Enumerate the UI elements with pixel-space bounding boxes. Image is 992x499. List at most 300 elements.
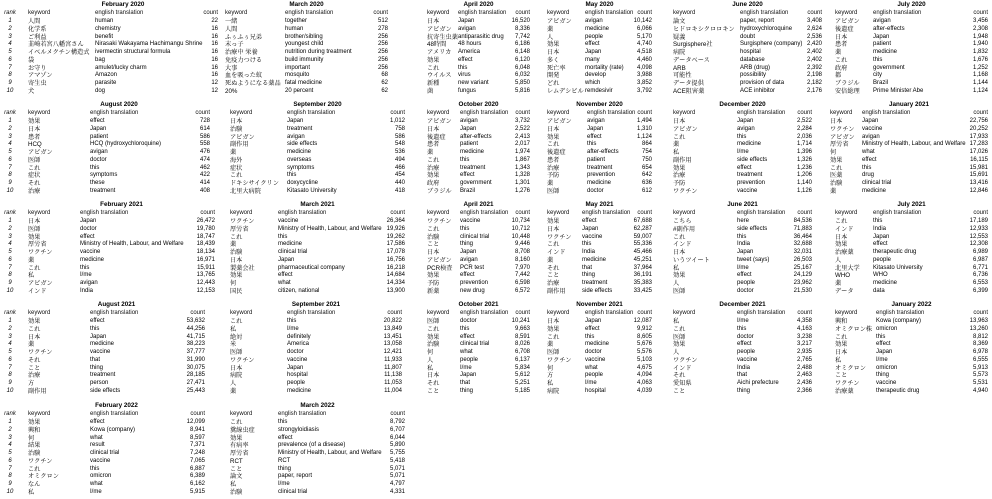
count-cell: 1,328 xyxy=(514,172,530,179)
keyword-cell: 治験 xyxy=(28,450,41,457)
count-cell: 1,326 xyxy=(796,156,812,163)
translation-cell: symptoms xyxy=(287,164,315,171)
keyword-cell: 症状 xyxy=(28,172,41,180)
count-header: count xyxy=(203,10,218,16)
keyword-cell: 医薬 xyxy=(830,172,843,180)
count-cell: 26,472 xyxy=(196,218,215,224)
count-cell: 12,087 xyxy=(633,318,652,324)
translation-cell: vaccine xyxy=(90,349,111,355)
count-cell: 5,834 xyxy=(514,364,530,371)
count-cell: 44,256 xyxy=(186,325,205,332)
translation-cell: this xyxy=(287,318,297,324)
count-cell: 18,134 xyxy=(196,249,215,255)
translation-header: english translation xyxy=(737,310,786,316)
keyword-cell: これ xyxy=(673,133,686,141)
translation-cell: Nirasaki Wakayama Hachimangu Shrine xyxy=(95,41,203,48)
translation-header: english translation xyxy=(737,210,786,216)
translation-cell: these xyxy=(90,180,105,186)
keyword-cell: ワクチン xyxy=(835,380,860,387)
keyword-cell: ワクチン xyxy=(673,187,698,195)
rank-number: 1 xyxy=(8,318,12,324)
keyword-cell: 治療 xyxy=(547,164,560,172)
translation-cell: this xyxy=(585,333,595,340)
keyword-header: keyword xyxy=(427,210,450,216)
count-cell: 32,031 xyxy=(793,249,812,255)
keyword-cell: これ xyxy=(547,141,560,149)
translation-cell: this xyxy=(876,333,886,340)
translation-cell: this xyxy=(90,325,100,332)
keyword-cell: 日本 xyxy=(427,125,440,133)
keyword-cell: これ xyxy=(230,419,243,426)
translation-cell: people xyxy=(585,372,604,379)
translation-header: english translation xyxy=(737,110,786,116)
count-header: count xyxy=(190,310,205,316)
count-cell: 414 xyxy=(199,180,210,186)
keyword-cell: 絶対 xyxy=(230,333,243,341)
keyword-cell: こと xyxy=(427,241,440,249)
count-cell: 12,308 xyxy=(969,241,988,248)
translation-cell: people xyxy=(460,356,479,363)
keyword-cell: これ xyxy=(835,333,848,341)
rank-number: 9 xyxy=(8,180,12,186)
month-title: July 2021 xyxy=(897,201,926,208)
translation-cell: dog xyxy=(95,87,106,94)
count-cell: 586 xyxy=(199,133,210,140)
count-cell: 4,940 xyxy=(972,387,988,394)
count-cell: 15,691 xyxy=(969,172,988,179)
translation-cell: fungus xyxy=(458,87,477,94)
count-cell: 16 xyxy=(211,33,218,40)
count-header: count xyxy=(515,210,530,216)
rank-number: 9 xyxy=(8,380,12,386)
translation-cell: effect xyxy=(737,164,752,171)
keyword-cell: これ xyxy=(427,156,440,164)
translation-cell: this xyxy=(873,218,883,224)
keyword-header: keyword xyxy=(673,110,696,116)
keyword-cell: 副作用 xyxy=(230,141,249,149)
count-cell: 41,715 xyxy=(186,333,205,340)
keyword-cell: ワクチン xyxy=(547,356,572,364)
count-cell: 4,518 xyxy=(636,49,652,55)
count-cell: 3,408 xyxy=(806,18,822,24)
keyword-cell: ヒドロキシクロロキン xyxy=(673,25,735,33)
count-cell: 12,153 xyxy=(196,287,215,294)
count-header: count xyxy=(973,110,988,116)
translation-cell: therapeutic drug xyxy=(876,387,920,394)
count-cell: 8,792 xyxy=(389,419,405,425)
month-title: April 2021 xyxy=(463,201,494,208)
count-cell: 1,310 xyxy=(636,125,652,132)
keyword-cell: 人 xyxy=(230,380,237,387)
translation-cell: paper, report xyxy=(278,473,313,480)
keyword-cell: こちら xyxy=(673,218,692,225)
translation-cell: Ministry of Health, Labour, and Welfare xyxy=(862,141,966,148)
translation-cell: effect xyxy=(80,233,95,240)
count-cell: 5,251 xyxy=(514,380,530,386)
translation-cell: prevalence (of a disease) xyxy=(278,442,346,449)
count-cell: 33,425 xyxy=(633,287,652,294)
count-cell: 1,714 xyxy=(796,141,812,148)
translation-cell: Prime Minister Abe xyxy=(873,87,924,94)
translation-cell: vaccine xyxy=(876,380,897,386)
translation-cell: I/me xyxy=(287,325,299,332)
count-header: count xyxy=(390,210,405,216)
rank-number: 4 xyxy=(8,442,12,449)
count-cell: 1,144 xyxy=(972,80,988,86)
count-cell: 8,026 xyxy=(514,341,530,348)
keyword-cell: アビガン xyxy=(547,118,572,125)
count-cell: 32,688 xyxy=(793,241,812,248)
translation-cell: this xyxy=(278,233,288,240)
count-cell: 20,252 xyxy=(969,125,988,132)
translation-cell: clinical trial xyxy=(278,488,308,495)
count-cell: 7,371 xyxy=(189,442,205,449)
count-cell: 16,971 xyxy=(196,256,215,263)
keyword-cell: 薬 xyxy=(835,280,842,287)
count-cell: 864 xyxy=(641,141,652,148)
keyword-cell: 人間 xyxy=(28,18,41,25)
keyword-cell: 北里大学 xyxy=(835,264,860,272)
rank-number: 2 xyxy=(8,225,12,232)
count-cell: 2,366 xyxy=(796,387,812,394)
keyword-cell: 効果 xyxy=(28,118,41,125)
keyword-cell: 効果 xyxy=(835,341,848,349)
keyword-cell: 開発 xyxy=(547,72,560,80)
keyword-header: keyword xyxy=(230,310,253,316)
keyword-header: keyword xyxy=(427,110,450,116)
translation-cell: this xyxy=(287,172,297,179)
keyword-cell: ワクチン xyxy=(230,356,255,364)
keyword-cell: 方 xyxy=(28,380,35,387)
count-cell: 6,162 xyxy=(189,481,205,487)
count-cell: 28,185 xyxy=(186,372,205,379)
count-cell: 11,004 xyxy=(384,387,402,394)
keyword-header: keyword xyxy=(835,310,858,316)
count-cell: 5,103 xyxy=(636,356,652,363)
translation-cell: medicine xyxy=(287,387,312,394)
translation-cell: avigan xyxy=(287,133,305,140)
keyword-cell: アビガン xyxy=(28,149,53,156)
translation-cell: what xyxy=(90,434,103,441)
translation-cell: effect xyxy=(460,333,475,340)
keyword-header: keyword xyxy=(547,110,570,116)
count-cell: 1,012 xyxy=(389,118,405,124)
translation-cell: people xyxy=(737,349,756,355)
translation-cell: this xyxy=(460,156,470,163)
count-cell: 6,598 xyxy=(514,280,530,286)
translation-header: english translation xyxy=(587,110,636,116)
count-cell: 586 xyxy=(394,133,405,140)
count-cell: 13,416 xyxy=(969,180,988,186)
translation-cell: this xyxy=(80,264,90,271)
translation-header: english translation xyxy=(90,310,139,316)
translation-cell: nutrition during treatment xyxy=(285,49,352,55)
keyword-cell: 何 xyxy=(230,280,237,287)
count-cell: 754 xyxy=(641,149,652,155)
count-header: count xyxy=(797,310,812,316)
translation-cell: Japan xyxy=(460,372,477,379)
keyword-cell: 都 xyxy=(835,72,842,80)
month-title: February 2020 xyxy=(101,1,145,8)
keyword-cell: 効果 xyxy=(835,241,848,249)
count-cell: 2,436 xyxy=(796,380,812,386)
keyword-cell: 効果 xyxy=(547,41,560,49)
keyword-cell: 日本 xyxy=(835,233,848,241)
translation-cell: this xyxy=(862,164,872,171)
translation-cell: what xyxy=(585,364,598,371)
count-cell: 12,933 xyxy=(969,225,988,232)
month-title: August 2021 xyxy=(97,301,136,308)
keyword-header: keyword xyxy=(673,10,696,16)
count-cell: 1,124 xyxy=(636,133,652,140)
count-cell: 440 xyxy=(394,180,405,186)
keyword-header: keyword xyxy=(28,110,51,116)
translation-header: english translation xyxy=(585,10,634,16)
count-cell: 12 xyxy=(211,80,218,86)
keyword-cell: 薬 xyxy=(28,256,35,264)
translation-cell: treatment xyxy=(582,280,608,286)
count-cell: 2,463 xyxy=(796,372,812,379)
translation-cell: effect xyxy=(460,272,475,279)
count-cell: 2,765 xyxy=(796,356,812,363)
keyword-cell: どれ xyxy=(547,80,560,87)
keyword-header: keyword xyxy=(28,210,51,216)
count-cell: 20,822 xyxy=(383,318,402,324)
keyword-cell: 人間 xyxy=(225,25,238,33)
count-cell: 4,098 xyxy=(636,64,652,71)
keyword-cell: こと xyxy=(427,387,440,395)
translation-cell: medicine xyxy=(90,341,115,348)
rank-header: rank xyxy=(4,310,16,316)
count-cell: 12,421 xyxy=(383,349,402,355)
count-cell: 37,964 xyxy=(633,264,652,271)
keyword-cell: 治験 xyxy=(427,233,440,241)
rank-number: 2 xyxy=(8,426,12,433)
rank-number: 4 xyxy=(8,241,12,248)
translation-cell: after-effects xyxy=(587,149,619,155)
translation-cell: patient xyxy=(90,133,109,140)
count-cell: 5,755 xyxy=(389,450,405,456)
count-cell: 2,402 xyxy=(806,49,822,55)
translation-cell: database xyxy=(740,56,765,63)
translation-cell: treatment xyxy=(90,372,116,379)
keyword-cell: 何 xyxy=(427,349,434,356)
count-cell: 8,708 xyxy=(514,249,530,255)
keyword-cell: 副作用 xyxy=(547,287,566,295)
keyword-cell: イベルメクチン構造式 xyxy=(28,49,90,56)
count-cell: 84,536 xyxy=(793,218,812,224)
count-cell: 10,448 xyxy=(511,233,530,240)
count-cell: 3,732 xyxy=(514,118,530,124)
keyword-cell: 治療 xyxy=(28,187,41,195)
keyword-cell: 医師 xyxy=(230,349,243,356)
count-cell: 6,032 xyxy=(514,72,530,79)
keyword-cell: ウイルス xyxy=(427,72,452,80)
count-cell: 38,223 xyxy=(186,341,205,348)
count-cell: 7,442 xyxy=(514,272,530,279)
month-title: March 2022 xyxy=(300,402,335,409)
count-cell: 11,807 xyxy=(384,364,402,371)
count-cell: 17,026 xyxy=(969,149,988,155)
translation-cell: doctor xyxy=(737,287,754,294)
translation-cell: Kitasato University xyxy=(873,264,923,271)
month-title: November 2021 xyxy=(576,301,623,308)
keyword-cell: こと xyxy=(28,364,41,372)
count-cell: 5,071 xyxy=(389,465,405,472)
count-cell: 4,331 xyxy=(389,488,405,495)
month-title: September 2020 xyxy=(293,101,342,108)
count-cell: 5,850 xyxy=(514,80,530,86)
keyword-cell: 予防 xyxy=(547,172,560,180)
count-cell: 2,392 xyxy=(806,64,822,71)
keyword-cell: インド xyxy=(28,287,47,295)
count-cell: 36,464 xyxy=(793,233,812,240)
keyword-cell: お守り xyxy=(28,64,47,72)
translation-cell: citizen, national xyxy=(278,287,320,294)
keyword-cell: 後遺症 xyxy=(427,133,446,141)
translation-cell: remdesivir xyxy=(585,87,613,94)
count-cell: 2,522 xyxy=(796,118,812,124)
keyword-cell: 患者 xyxy=(427,141,440,149)
translation-cell: medicine xyxy=(80,256,105,263)
count-header: count xyxy=(797,110,812,116)
translation-cell: provision of data xyxy=(740,80,785,86)
count-cell: 11,933 xyxy=(384,356,402,363)
count-cell: 1,974 xyxy=(514,149,530,155)
count-cell: 27,471 xyxy=(186,380,205,386)
translation-cell: Ministry of Health, Labour, and Welfare xyxy=(278,225,382,232)
rank-number: 2 xyxy=(8,125,12,132)
count-cell: 2,935 xyxy=(796,349,812,355)
keyword-header: keyword xyxy=(673,210,696,216)
translation-cell: I/me xyxy=(737,149,749,155)
keyword-cell: 薬 xyxy=(230,149,237,156)
count-cell: 18,439 xyxy=(196,241,215,248)
translation-cell: vaccine xyxy=(287,356,308,363)
translation-cell: side effects xyxy=(737,156,768,163)
keyword-cell: 一緒 xyxy=(225,18,238,25)
keyword-cell: 寄生虫 xyxy=(28,80,47,87)
translation-cell: together xyxy=(285,18,308,24)
keyword-header: keyword xyxy=(427,310,450,316)
translation-cell: I/me xyxy=(585,380,597,386)
translation-cell: that xyxy=(460,380,471,386)
keyword-cell: HCQ xyxy=(28,141,42,149)
count-cell: 6,148 xyxy=(514,49,530,55)
translation-cell: doctor xyxy=(90,156,107,163)
count-cell: 4,797 xyxy=(389,481,405,487)
keyword-cell: 効果 xyxy=(427,172,440,180)
count-header: count xyxy=(807,10,822,16)
count-cell: 4,740 xyxy=(636,41,652,48)
rank-number: 3 xyxy=(8,33,12,40)
count-cell: 462 xyxy=(199,164,210,171)
keyword-cell: 日本 xyxy=(547,318,560,325)
count-cell: 1,252 xyxy=(972,64,988,71)
keyword-cell: 薬 xyxy=(230,387,237,395)
translation-header: english translation xyxy=(278,411,327,417)
keyword-cell: ワクチン xyxy=(547,233,572,241)
count-cell: 6,553 xyxy=(972,280,988,286)
keyword-cell: 薬 xyxy=(230,241,237,249)
count-cell: 16,756 xyxy=(386,256,405,263)
count-cell: 418 xyxy=(394,187,405,194)
rank-number: 6 xyxy=(8,256,12,263)
translation-cell: Japan xyxy=(876,349,893,355)
translation-cell: thing xyxy=(460,241,474,248)
count-cell: 476 xyxy=(199,149,210,155)
rank-number: 6 xyxy=(8,457,12,464)
translation-cell: patient xyxy=(460,141,479,148)
count-cell: 16 xyxy=(211,64,218,71)
count-cell: 512 xyxy=(377,18,388,24)
count-cell: 62 xyxy=(381,80,388,86)
rank-number: 1 xyxy=(8,419,12,425)
translation-cell: treatment xyxy=(287,125,313,132)
count-cell: 2,308 xyxy=(972,25,988,32)
count-cell: 8,369 xyxy=(972,341,988,348)
translation-cell: effect xyxy=(90,419,105,425)
translation-cell: mosquito xyxy=(285,72,310,79)
translation-cell: I/me xyxy=(876,356,888,363)
count-cell: 1,676 xyxy=(972,56,988,63)
count-cell: 1,168 xyxy=(972,72,988,79)
translation-cell: side effects xyxy=(287,141,318,148)
count-cell: 5,913 xyxy=(972,364,988,371)
keyword-cell: 私 xyxy=(673,149,680,156)
translation-cell: effect xyxy=(278,434,293,441)
translation-cell: parasite xyxy=(95,80,117,86)
rank-number: 7 xyxy=(8,364,12,371)
translation-cell: avigan xyxy=(585,18,603,24)
rank-number: 4 xyxy=(8,41,12,48)
translation-cell: Japan xyxy=(862,118,879,124)
keyword-cell: これ xyxy=(28,164,41,172)
translation-header: english translation xyxy=(287,110,336,116)
keyword-cell: ワクチン xyxy=(230,218,255,225)
translation-cell: that xyxy=(582,264,593,271)
translation-cell: Japan xyxy=(582,225,599,232)
keyword-cell: 薬 xyxy=(427,149,434,156)
rank-number: 7 xyxy=(8,164,12,171)
count-cell: 25,167 xyxy=(793,264,812,271)
keyword-cell: 効果 xyxy=(547,133,560,141)
count-cell: 422 xyxy=(199,172,210,179)
count-cell: 62 xyxy=(381,87,388,94)
translation-cell: what xyxy=(460,349,473,355)
keyword-cell: アビガン xyxy=(673,125,698,133)
keyword-header: keyword xyxy=(547,210,570,216)
keyword-cell: 人 xyxy=(673,280,680,287)
translation-header: english translation xyxy=(873,10,922,16)
count-cell: 2,413 xyxy=(514,133,530,140)
keyword-cell: 病院 xyxy=(547,387,560,395)
keyword-cell: 厚労省 xyxy=(230,450,249,457)
keyword-cell: ふぅふぅ兄弟 xyxy=(225,33,263,41)
count-cell: 67,688 xyxy=(633,218,652,224)
count-cell: 6,066 xyxy=(636,25,652,32)
rank-number: 9 xyxy=(8,481,12,487)
keyword-cell: 医師 xyxy=(28,225,41,233)
translation-cell: Japan xyxy=(278,256,295,263)
count-cell: 750 xyxy=(641,156,652,163)
rank-number: 5 xyxy=(8,249,12,255)
count-cell: 1,396 xyxy=(796,149,812,155)
translation-cell: avigan xyxy=(458,25,476,32)
keyword-cell: オミクロン株 xyxy=(835,325,873,333)
rank-number: 2 xyxy=(8,325,12,332)
keyword-cell: インド xyxy=(673,364,692,372)
